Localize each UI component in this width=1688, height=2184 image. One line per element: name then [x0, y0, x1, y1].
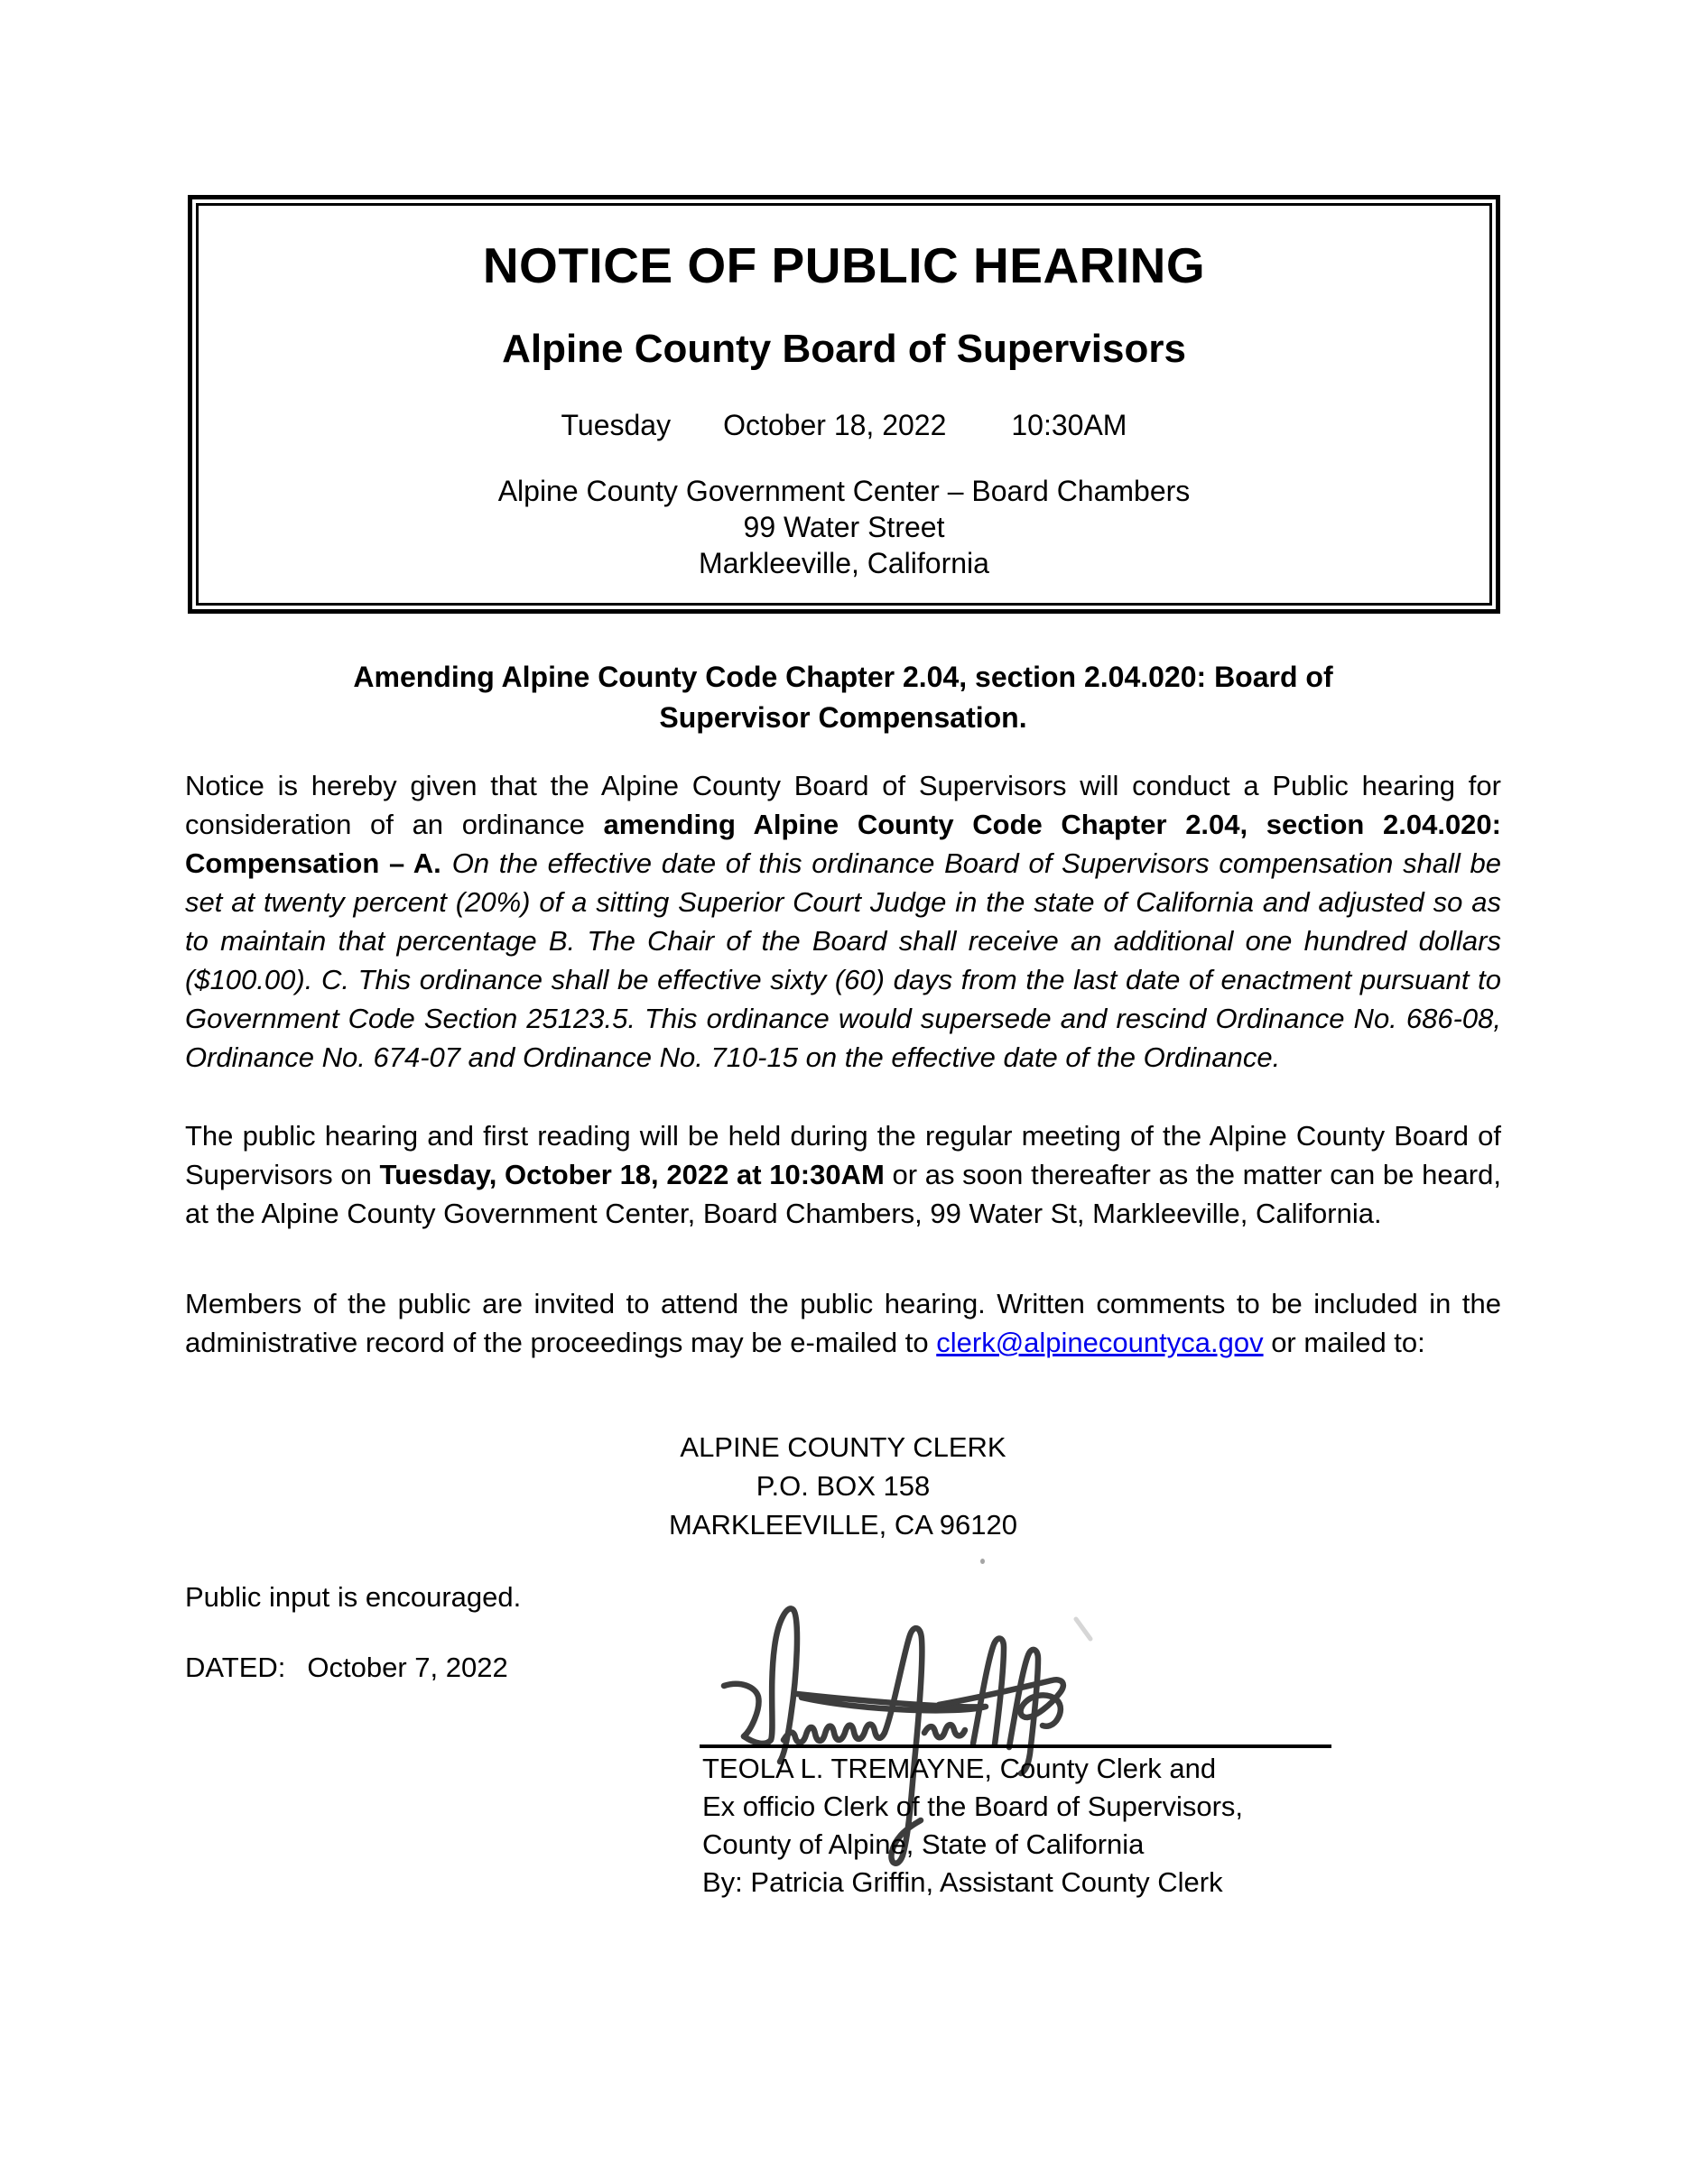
paragraph-public-invitation: [185, 1284, 1501, 1362]
public-input-note: Public input is encouraged.: [185, 1581, 522, 1613]
hearing-date: October 18, 2022: [723, 409, 947, 441]
paragraph-bold-text: Tuesday, October 18, 2022 at 10:30AM: [379, 1159, 885, 1190]
hearing-date-line: [199, 408, 1489, 442]
venue-line: Alpine County Government Center – Board Chambers: [497, 475, 1191, 507]
notice-title: NOTICE OF PUBLIC HEARING: [482, 237, 1206, 293]
notice-header-box-inner-border: [196, 203, 1492, 606]
signature-block: [702, 1750, 1243, 1902]
subject-heading-line: Amending Alpine County Code Chapter 2.04, section 2.04.020: Board of: [353, 661, 1333, 693]
notice-subtitle: Alpine County Board of Supervisors: [502, 327, 1186, 371]
venue-line: Markleeville, California: [699, 547, 989, 579]
mailing-address-line: MARKLEEVILLE, CA 96120: [668, 1509, 1017, 1541]
clerk-email-link[interactable]: clerk@alpinecountyca.gov: [936, 1327, 1264, 1358]
venue-line: 99 Water Street: [743, 511, 945, 543]
hearing-day: Tuesday: [561, 409, 672, 441]
scan-smudge: [1076, 1619, 1090, 1639]
subject-heading-line: Supervisor Compensation.: [659, 701, 1027, 734]
signer-name-title: TEOLA L. TREMAYNE, County Clerk and: [702, 1753, 1217, 1784]
paragraph-text: or mailed to:: [1263, 1327, 1425, 1358]
paragraph-notice-given: [185, 766, 1501, 1077]
hearing-time: 10:30AM: [1011, 409, 1127, 441]
paragraph-text: The public hearing and first reading will be held during the regular meeting of the Alpine County Board of Supervisors on: [185, 1120, 1501, 1190]
signed-by-line: By: Patricia Griffin, Assistant County Clerk: [702, 1866, 1223, 1898]
paragraph-text: Notice is hereby given that the Alpine County Board of Supervisors will conduct a Public hearing for consideration of an ordinance: [185, 770, 1501, 840]
notice-header-box: [188, 195, 1500, 614]
paragraph-text: Members of the public are invited to attend the public hearing. Written comments to be included in the administrative record of the proceedings may be e-mailed to: [185, 1288, 1501, 1358]
dated-label: DATED:: [185, 1652, 286, 1683]
mailing-address: [185, 1428, 1501, 1544]
signer-title-line: Ex officio Clerk of the Board of Supervisors,: [702, 1791, 1244, 1822]
paragraph-text: or as soon thereafter as the matter can be heard, at the Alpine County Government Center, Board Chambers, 99 Water St, Markleeville, California.: [185, 1159, 1501, 1229]
dated-value: October 7, 2022: [307, 1652, 508, 1683]
signer-jurisdiction-line: County of Alpine, State of California: [702, 1828, 1145, 1860]
scan-speck: [980, 1559, 985, 1564]
mailing-address-line: ALPINE COUNTY CLERK: [680, 1431, 1006, 1463]
signature-line: [700, 1744, 1331, 1748]
subject-heading: [185, 657, 1501, 738]
paragraph-bold-text: amending Alpine County Code Chapter 2.04, section 2.04.020: Compensation – A.: [185, 809, 1501, 879]
mailing-address-line: P.O. BOX 158: [756, 1470, 931, 1502]
paragraph-hearing-schedule: [185, 1116, 1501, 1233]
hearing-venue: [199, 473, 1489, 581]
paragraph-italic-text: On the effective date of this ordinance Board of Supervisors compensation shall be set at twenty percent (20%) of a sitting Superior Court Judge in the state of California and adjusted so as to maintain that percentage B. The Chair of the Board shall receive an additional one hundred dollars ($100.00). C. This ordinance shall be effective sixty (60) days from the last date of enactment pursuant to Government Code Section 25123.5. This ordinance would supersede and rescind Ordinance No. 686-08, Ordinance No. 674-07 and Ordinance No. 710-15 on the effective date of the Ordinance.: [185, 847, 1502, 1073]
